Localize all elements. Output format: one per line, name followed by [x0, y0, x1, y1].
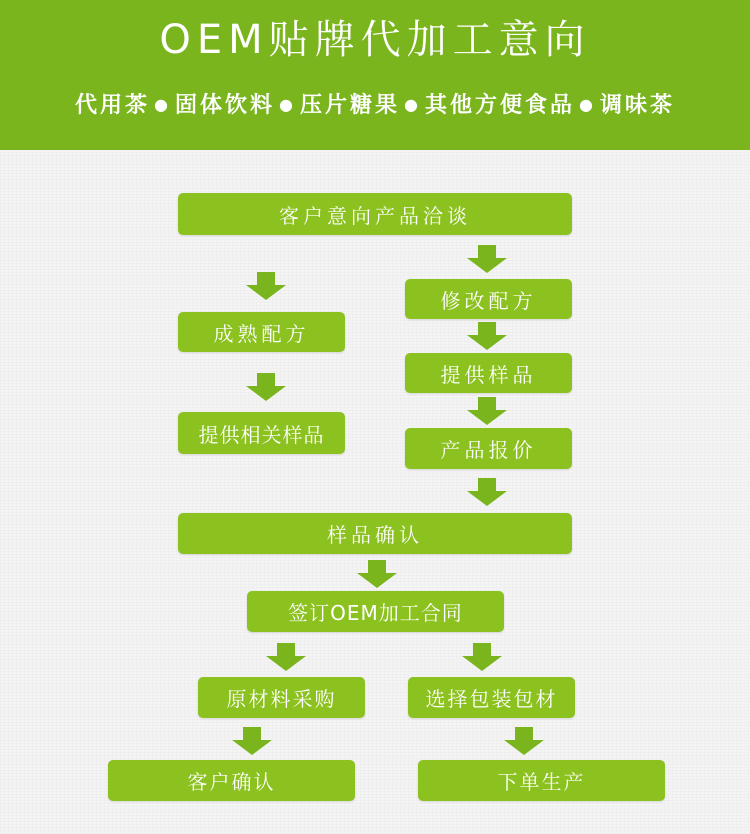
bullet-separator: ● [279, 95, 296, 114]
step-packaging: 选择包装包材 [408, 677, 575, 718]
down-arrow-icon [246, 272, 286, 300]
step-quote: 产品报价 [405, 428, 572, 469]
page-title: OEM贴牌代加工意向 [159, 17, 591, 63]
category-item: 代用茶 [75, 93, 151, 118]
category-item: 固体饮料 [175, 93, 276, 118]
step-negotiate: 客户意向产品洽谈 [178, 193, 572, 235]
category-item: 调味茶 [599, 93, 675, 118]
category-item: 其他方便食品 [424, 93, 575, 118]
header-banner [0, 0, 750, 150]
down-arrow-icon [504, 727, 544, 755]
down-arrow-icon [467, 478, 507, 506]
down-arrow-icon [462, 643, 502, 671]
down-arrow-icon [357, 560, 397, 588]
step-provide-samples: 提供样品 [405, 353, 572, 393]
down-arrow-icon [266, 643, 306, 671]
step-modify-formula: 修改配方 [405, 279, 572, 319]
down-arrow-icon [467, 397, 507, 425]
down-arrow-icon [232, 727, 272, 755]
step-contract: 签订OEM加工合同 [247, 591, 504, 632]
step-customer-confirm: 客户确认 [108, 760, 355, 801]
down-arrow-icon [467, 245, 507, 273]
step-raw-material: 原材料采购 [198, 677, 365, 718]
down-arrow-icon [467, 322, 507, 350]
bullet-separator: ● [404, 95, 421, 114]
bullet-separator: ● [578, 95, 596, 114]
bullet-separator: ● [154, 95, 171, 114]
category-list [0, 90, 750, 121]
step-mature-formula: 成熟配方 [178, 312, 345, 352]
step-production: 下单生产 [418, 760, 665, 801]
category-item: 压片糖果 [299, 93, 400, 118]
step-sample-confirm: 样品确认 [178, 513, 572, 554]
down-arrow-icon [246, 373, 286, 401]
step-related-samples: 提供相关样品 [178, 412, 345, 454]
